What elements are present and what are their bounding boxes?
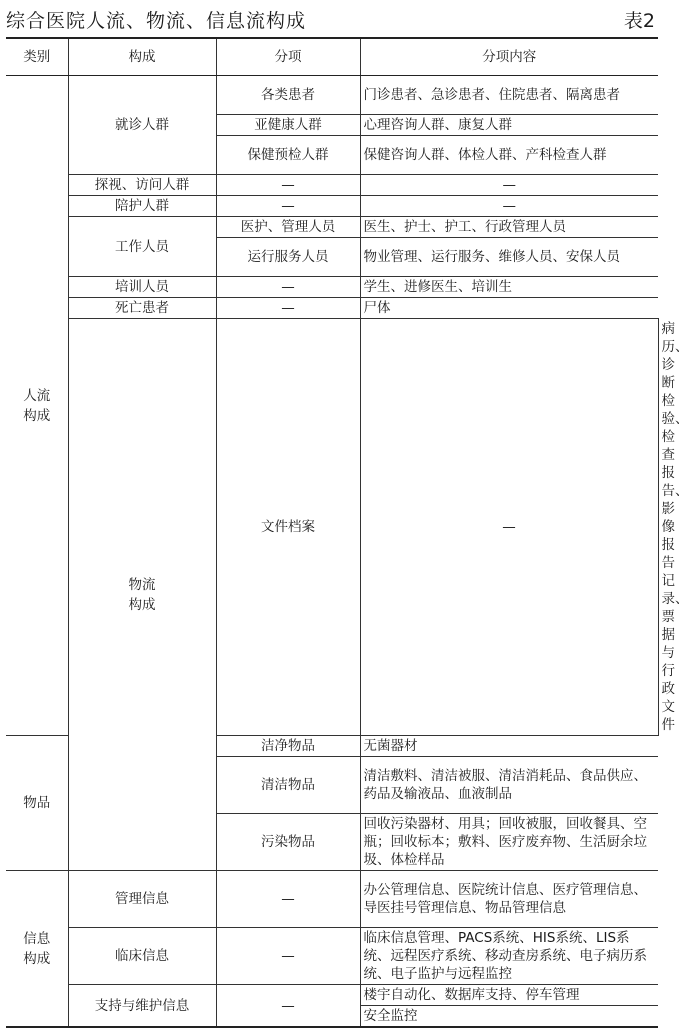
content-dash: — [360,175,658,196]
header-subitem: 分项 [216,38,360,76]
composition-staff: 工作人员 [68,217,216,277]
table-row: 物流 构成 文件档案 — 病历、诊断检验、检查报告、影像报告记录、票据与行政文件 [6,319,658,736]
content-support-info-2: 安全监控 [360,1006,658,1028]
content-trainees: 学生、进修医生、培训生 [360,277,658,298]
header-content: 分项内容 [360,38,658,76]
composition-patients: 就诊人群 [68,76,216,175]
content-all-patients: 门诊患者、急诊患者、住院患者、隔离患者 [360,76,658,115]
category-people: 人流 构成 [6,76,68,736]
subitem-service-staff: 运行服务人员 [216,238,360,277]
title-row [6,4,655,34]
subitem-dash: — [216,298,360,319]
subitem-dash: — [216,196,360,217]
subitem-dash: — [216,871,360,928]
table-row [6,928,658,985]
subitem-clean: 清洁物品 [216,757,360,814]
composition-visitors: 探视、访问人群 [68,175,216,196]
table-row [6,175,658,196]
table-row [6,217,658,238]
content-sterile: 无菌器材 [360,736,658,757]
composition-files: 文件档案 [216,319,360,736]
content-support-info-1: 楼宇自动化、数据库支持、停车管理 [360,985,658,1006]
content-subhealth: 心理咨询人群、康复人群 [360,115,658,136]
category-info: 信息 构成 [6,871,68,1028]
subitem-all-patients: 各类患者 [216,76,360,115]
content-dash: — [360,196,658,217]
table-row [6,76,658,115]
composition-escorts: 陪护人群 [68,196,216,217]
table-row [6,277,658,298]
subitem-dash: — [216,928,360,985]
composition-management-info: 管理信息 [68,871,216,928]
category-goods: 物流 构成 [68,319,216,871]
table-row [6,298,658,319]
composition-deceased: 死亡患者 [68,298,216,319]
content-clean: 清洁敷料、清洁被服、清洁消耗品、食品供应、药品及输液品、血液制品 [360,757,658,814]
composition-support-info: 支持与维护信息 [68,985,216,1028]
table-row [6,196,658,217]
content-service-staff: 物业管理、运行服务、维修人员、安保人员 [360,238,658,277]
composition-items: 物品 [6,736,68,871]
subitem-contaminated: 污染物品 [216,814,360,871]
table-row [6,985,658,1006]
subitem-subhealth: 亚健康人群 [216,115,360,136]
subitem-dash: — [216,277,360,298]
subitem-sterile: 洁净物品 [216,736,360,757]
header-composition: 构成 [68,38,216,76]
subitem-dash: — [216,175,360,196]
content-management-info: 办公管理信息、医院统计信息、医疗管理信息、导医挂号管理信息、物品管理信息 [360,871,658,928]
flow-composition-table [6,37,689,1028]
subitem-medical-staff: 医护、管理人员 [216,217,360,238]
document-title: 综合医院人流、物流、信息流构成 [6,10,307,32]
composition-clinical-info: 临床信息 [68,928,216,985]
header-category: 类别 [6,38,68,76]
content-deceased: 尸体 [360,298,658,319]
subitem-dash: — [216,985,360,1028]
table-number: 表2 [623,10,655,32]
header-row [6,38,658,76]
subitem-checkup: 保健预检人群 [216,136,360,175]
content-contaminated: 回收污染器材、用具；回收被服，回收餐具、空瓶；回收标本；敷料、医疗废弃物、生活厨余垃圾、体检样品 [360,814,658,871]
content-medical-staff: 医生、护士、护工、行政管理人员 [360,217,658,238]
table-row [6,871,658,928]
subitem-dash: — [360,319,658,736]
content-clinical-info: 临床信息管理、PACS系统、HIS系统、LIS系统、远程医疗系统、移动查房系统、电子病历系统、电子监护与远程监控 [360,928,658,985]
composition-trainees: 培训人员 [68,277,216,298]
content-checkup: 保健咨询人群、体检人群、产科检查人群 [360,136,658,175]
